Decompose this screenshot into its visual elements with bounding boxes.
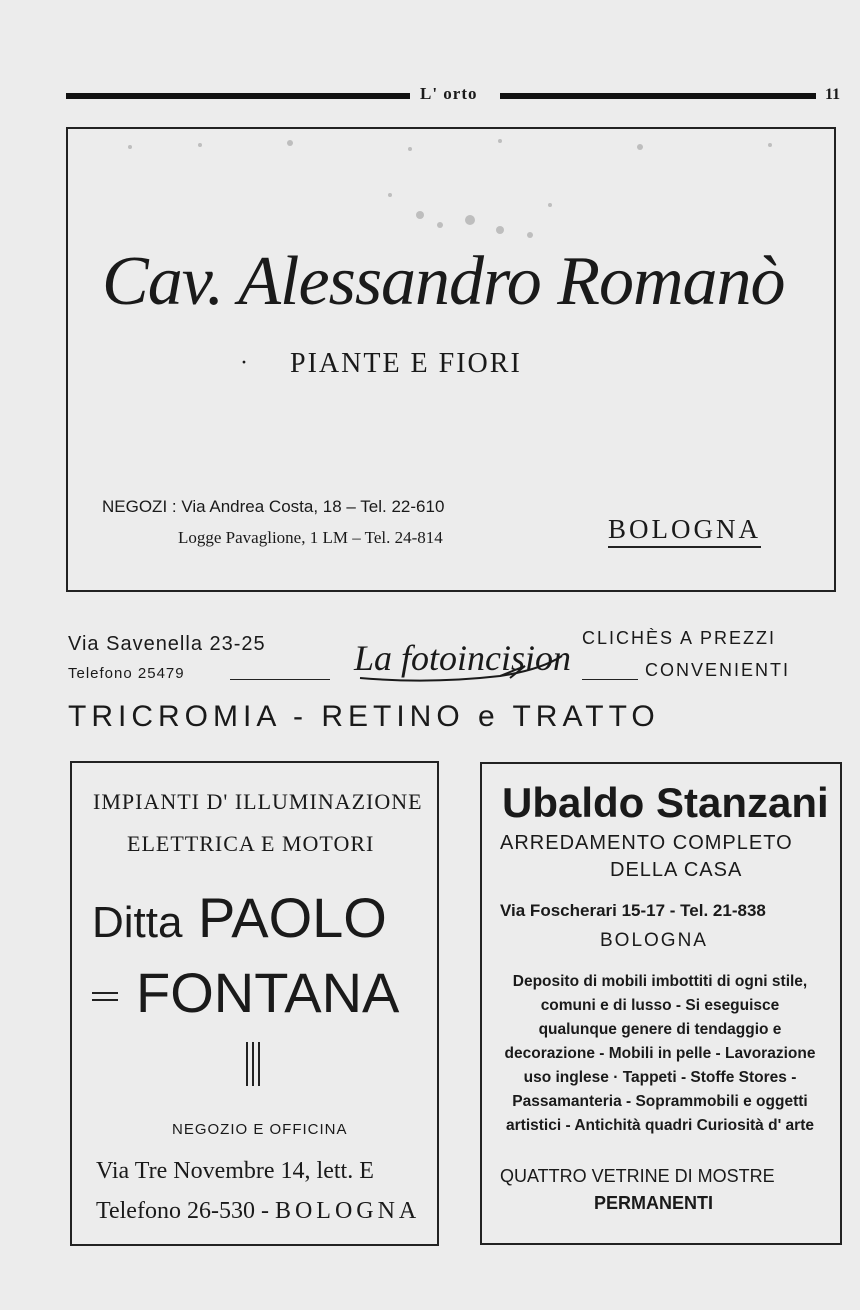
speck bbox=[198, 143, 202, 147]
ad-romano-shops-line1: NEGOZI : Via Andrea Costa, 18 – Tel. 22-610 bbox=[102, 497, 445, 516]
header-rule-right bbox=[500, 93, 816, 99]
ad-fontana-surname: FONTANA bbox=[136, 961, 400, 1024]
signature-logo-icon bbox=[350, 626, 570, 688]
ad-fontana-line1: IMPIANTI D' ILLUMINAZIONE bbox=[93, 789, 423, 814]
ad-fontana-shop: NEGOZIO E OFFICINA bbox=[172, 1121, 348, 1138]
speck bbox=[637, 144, 643, 150]
speck bbox=[527, 232, 533, 238]
ditta-word: Ditta bbox=[92, 898, 183, 947]
speck bbox=[388, 193, 392, 197]
speck bbox=[548, 203, 552, 207]
speck bbox=[496, 226, 504, 234]
ad-romano-subtitle: PIANTE E FIORI bbox=[290, 348, 522, 379]
ad-romano-name: Cav. Alessandro Romanò bbox=[102, 243, 785, 320]
ad-fontana-ditta bbox=[92, 885, 387, 950]
bars-ornament-icon bbox=[246, 1042, 264, 1091]
foto-services: TRICROMIA - RETINO e TRATTO bbox=[68, 700, 660, 733]
equals-ornament-icon bbox=[92, 992, 118, 1006]
running-title: L' orto bbox=[420, 84, 478, 103]
speck bbox=[287, 140, 293, 146]
ad-fontana-phone-line bbox=[96, 1198, 420, 1225]
ad-stanzani-address: Via Foscherari 15-17 - Tel. 21-838 bbox=[500, 901, 766, 920]
speck bbox=[768, 143, 772, 147]
ad-stanzani-sub1: ARREDAMENTO COMPLETO bbox=[500, 832, 793, 854]
ad-stanzani-name: Ubaldo Stanzani bbox=[502, 779, 829, 826]
ad-romano-city: BOLOGNA bbox=[608, 514, 761, 548]
foto-address: Via Savenella 23-25 bbox=[68, 633, 266, 655]
ad-stanzani-mostre2: PERMANENTI bbox=[594, 1193, 714, 1213]
ad-fontana-city: BOLOGNA bbox=[274, 1198, 421, 1224]
foto-rule-left bbox=[230, 679, 330, 680]
ad-stanzani-sub2: DELLA CASA bbox=[610, 859, 743, 881]
foto-cliches: CLICHÈS A PREZZI bbox=[582, 628, 777, 648]
logo-text: La fotoincisione bbox=[354, 638, 570, 678]
speck bbox=[416, 211, 424, 219]
foto-phone: Telefono 25479 bbox=[68, 665, 185, 682]
speck bbox=[498, 139, 502, 143]
firstname: PAOLO bbox=[198, 886, 387, 949]
speck bbox=[128, 145, 132, 149]
ad-romano-shops-line2: Logge Pavaglione, 1 LM – Tel. 24-814 bbox=[178, 528, 443, 547]
ad-stanzani-description: Deposito di mobili imbottiti di ogni stile, comuni e di lusso - Si eseguisce qualunque genere di tendaggio e decorazione - Mobili in pelle - Lavorazione uso inglese · Tappeti - Stoffe Stores - Passamanteria - Soprammobili e oggetti artistici - Antichità quadri Curiosità d' arte bbox=[504, 973, 816, 1134]
ad-fontana-line2: ELETTRICA E MOTORI bbox=[127, 831, 375, 856]
speck bbox=[437, 222, 443, 228]
faded-illustration bbox=[80, 135, 820, 245]
ad-fontana-address: Via Tre Novembre 14, lett. E bbox=[96, 1158, 374, 1184]
page-number: 11 bbox=[825, 86, 841, 103]
ad-stanzani-mostre1: QUATTRO VETRINE DI MOSTRE bbox=[500, 1166, 775, 1186]
foto-logo bbox=[350, 626, 570, 693]
ad-fontana-phone: Telefono 26-530 - bbox=[96, 1198, 269, 1224]
speck bbox=[465, 215, 475, 225]
header-rule-left bbox=[66, 93, 410, 99]
ad-stanzani-city: BOLOGNA bbox=[600, 930, 708, 951]
bullet-dot: · bbox=[240, 350, 248, 376]
foto-rule-right bbox=[582, 679, 638, 680]
foto-convenienti: CONVENIENTI bbox=[645, 660, 791, 680]
speck bbox=[408, 147, 412, 151]
